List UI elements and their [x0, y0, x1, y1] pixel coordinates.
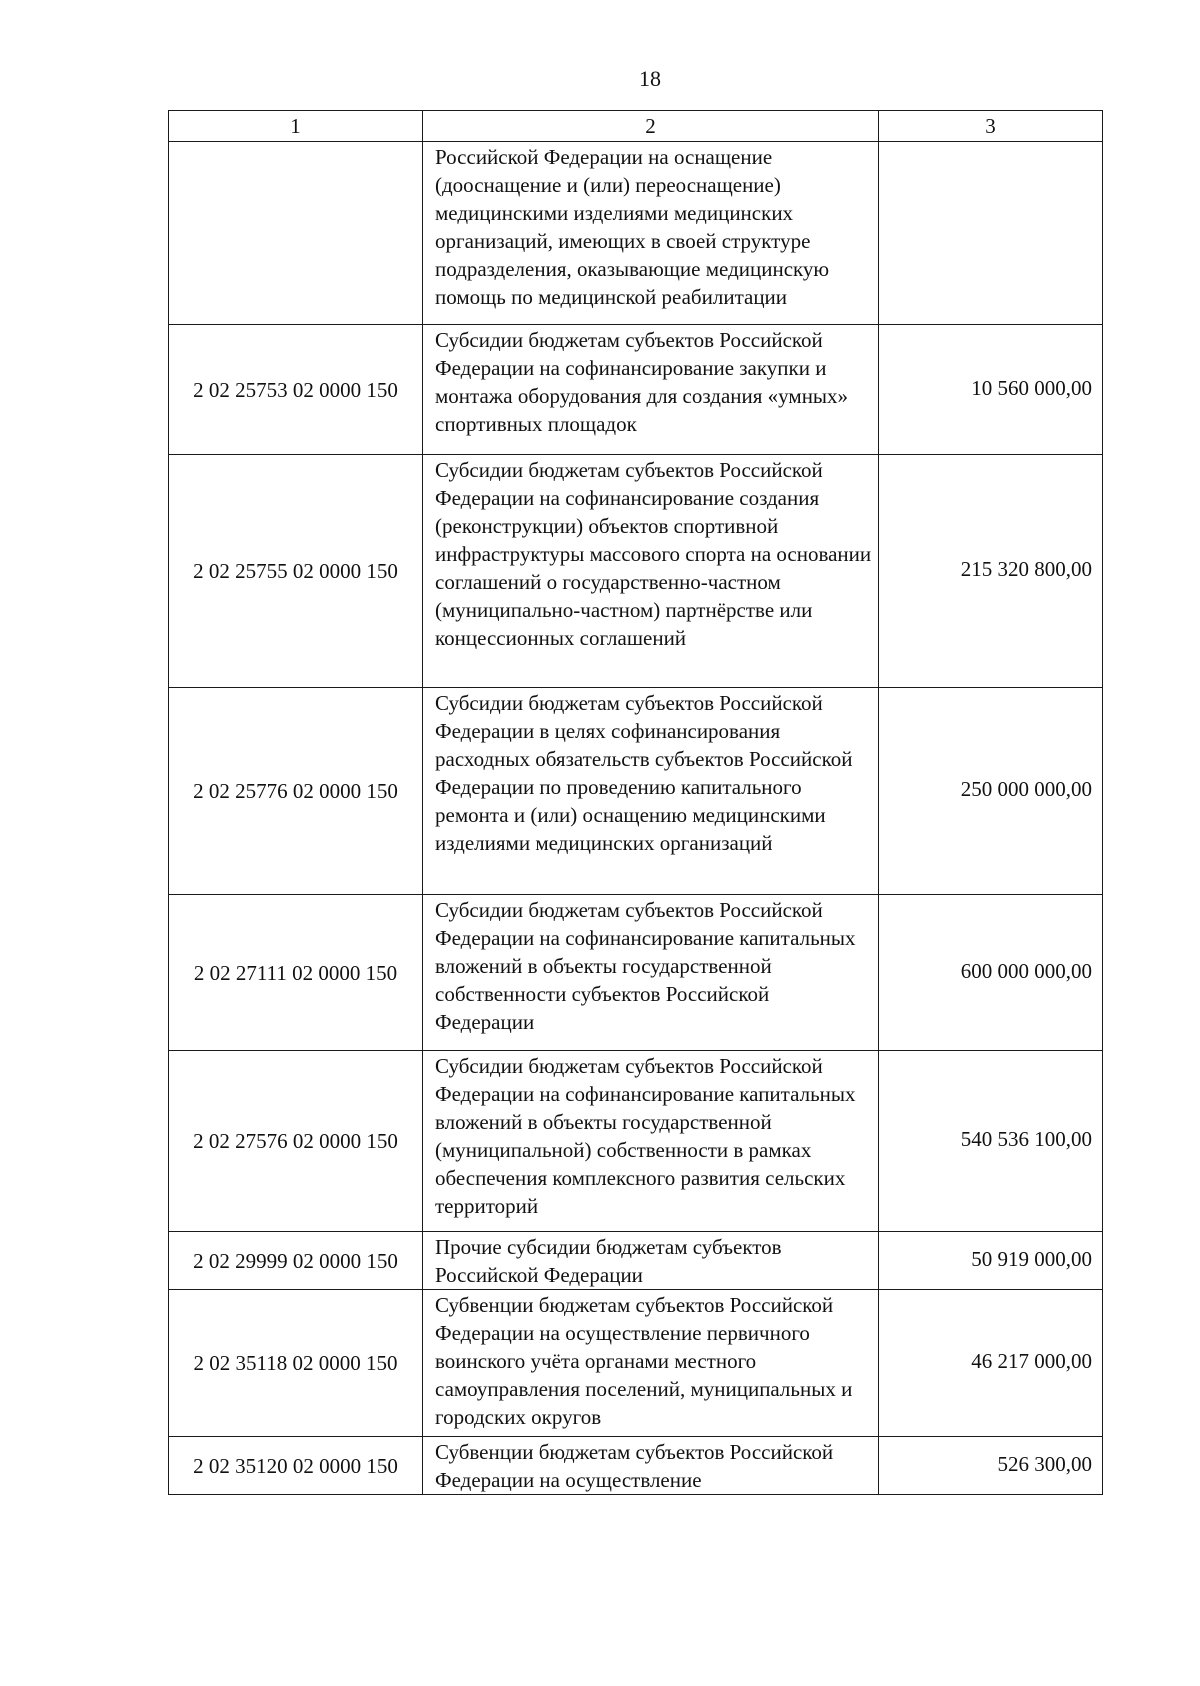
table-header-row	[169, 111, 1103, 142]
row-description: Субсидии бюджетам субъектов Российской Федерации на софинансирование капитальных вложений в объекты государственной (муниципальной) собственности в рамках обеспечения комплексного развития сельских территорий	[423, 1051, 879, 1232]
table-row	[169, 688, 1103, 895]
row-amount: 600 000 000,00	[879, 895, 1103, 1051]
table-row	[169, 1437, 1103, 1495]
row-description: Субвенции бюджетам субъектов Российской Федерации на осуществление первичного воинского учёта органами местного самоуправления поселений, муниципальных и городских округов	[423, 1290, 879, 1437]
row-description: Субсидии бюджетам субъектов Российской Федерации на софинансирование закупки и монтажа оборудования для создания «умных» спортивных площадок	[423, 325, 879, 455]
budget-code: 2 02 29999 02 0000 150	[169, 1232, 423, 1290]
row-description: Российской Федерации на оснащение (дооснащение и (или) переоснащение) медицинскими изделиями медицинских организаций, имеющих в своей структуре подразделения, оказывающие медицинскую помощь по медицинской реабилитации	[423, 142, 879, 325]
table-row	[169, 142, 1103, 325]
row-amount	[879, 142, 1103, 325]
column-header-amount: 3	[879, 111, 1103, 142]
table-row	[169, 325, 1103, 455]
row-description: Субсидии бюджетам субъектов Российской Федерации на софинансирование создания (реконструкции) объектов спортивной инфраструктуры массового спорта на основании соглашений о государственно-частном (муниципально-частном) партнёрстве или концессионных соглашений	[423, 455, 879, 688]
budget-code: 2 02 27111 02 0000 150	[169, 895, 423, 1051]
row-amount: 215 320 800,00	[879, 455, 1103, 688]
table-row	[169, 1290, 1103, 1437]
budget-code: 2 02 25753 02 0000 150	[169, 325, 423, 455]
budget-code	[169, 142, 423, 325]
table-row	[169, 1232, 1103, 1290]
budget-code: 2 02 35118 02 0000 150	[169, 1290, 423, 1437]
row-amount: 50 919 000,00	[879, 1232, 1103, 1290]
row-description: Прочие субсидии бюджетам субъектов Российской Федерации	[423, 1232, 879, 1290]
page-number: 18	[639, 66, 661, 91]
row-amount: 10 560 000,00	[879, 325, 1103, 455]
table-row	[169, 895, 1103, 1051]
budget-code: 2 02 27576 02 0000 150	[169, 1051, 423, 1232]
table-row	[169, 455, 1103, 688]
table-row	[169, 1051, 1103, 1232]
row-amount: 250 000 000,00	[879, 688, 1103, 895]
budget-code: 2 02 35120 02 0000 150	[169, 1437, 423, 1495]
row-description: Субсидии бюджетам субъектов Российской Федерации в целях софинансирования расходных обязательств субъектов Российской Федерации по проведению капитального ремонта и (или) оснащению медицинскими изделиями медицинских организаций	[423, 688, 879, 895]
row-amount: 526 300,00	[879, 1437, 1103, 1495]
row-amount: 540 536 100,00	[879, 1051, 1103, 1232]
column-header-description: 2	[423, 111, 879, 142]
budget-code: 2 02 25755 02 0000 150	[169, 455, 423, 688]
budget-code: 2 02 25776 02 0000 150	[169, 688, 423, 895]
column-header-code: 1	[169, 111, 423, 142]
row-description: Субсидии бюджетам субъектов Российской Федерации на софинансирование капитальных вложений в объекты государственной собственности субъектов Российской Федерации	[423, 895, 879, 1051]
row-description: Субвенции бюджетам субъектов Российской Федерации на осуществление	[423, 1437, 879, 1495]
budget-table	[168, 110, 1103, 1495]
row-amount: 46 217 000,00	[879, 1290, 1103, 1437]
